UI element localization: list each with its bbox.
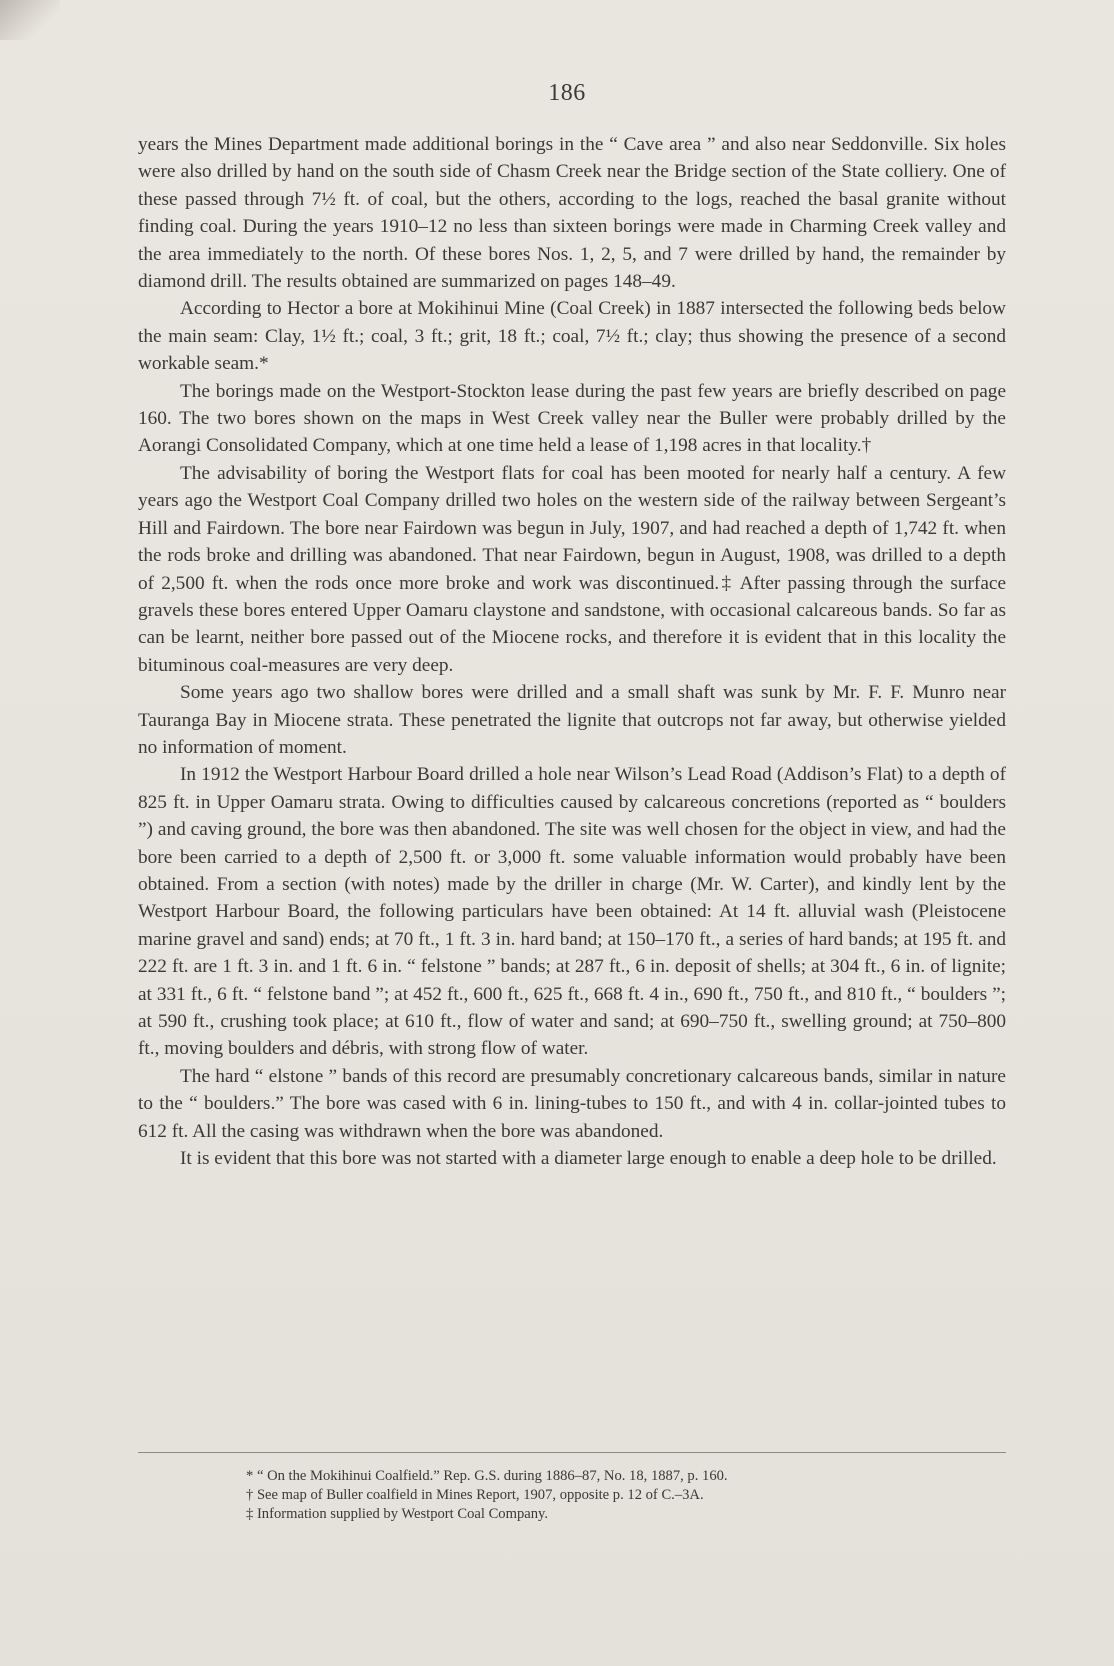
footnote-divider [138,1452,1006,1453]
body-text [138,131,1006,1172]
footnote: ‡ Information supplied by Westport Coal Company. [246,1506,549,1522]
paragraph: In 1912 the Westport Harbour Board drilled a hole near Wilson’s Lead Road (Addison’s Flat) to a depth of 825 ft. in Upper Oamaru strata. Owing to difficulties caused by calcareous concretions (reported as “ boulders ”) and caving ground, the bore was then abandoned. The site was well chosen for the object in view, and had the bore been carried to a depth of 2,500 ft. or 3,000 ft. some valuable information would probably have been obtained. From a section (with notes) made by the driller in charge (Mr. W. Carter), and kindly lent by the Westport Harbour Board, the following particulars have been obtained: At 14 ft. alluvial wash (Pleistocene marine gravel and sand) ends; at 70 ft., 1 ft. 3 in. hard band; at 150–170 ft., a series of hard bands; at 195 ft. and 222 ft. are 1 ft. 3 in. and 1 ft. 6 in. “ felstone ” bands; at 287 ft., 6 in. deposit of shells; at 304 ft., 6 in. of lignite; at 331 ft., 6 ft. “ felstone band ”; at 452 ft., 600 ft., 625 ft., 668 ft. 4 in., 690 ft., 750 ft., and 810 ft., “ boulders ”; at 590 ft., crushing took place; at 610 ft., flow of water and sand; at 690–750 ft., swelling ground; at 750–800 ft., moving boulders and débris, with strong flow of water. [138,764,1006,1060]
footnotes [246,1467,946,1524]
paragraph: The hard “ elstone ” bands of this record are presumably concretionary calcareous bands, similar in nature to the “ boulders.” The bore was cased with 6 in. lining-tubes to 150 ft., and with 4 in. collar-jointed tubes to 612 ft. All the casing was withdrawn when the bore was abandoned. [138,1065,1006,1142]
page-number: 186 [548,80,586,106]
page-corner-shadow [0,0,60,40]
paragraph: According to Hector a bore at Mokihinui Mine (Coal Creek) in 1887 intersected the following beds below the main seam: Clay, 1½ ft.; coal, 3 ft.; grit, 18 ft.; coal, 7½ ft.; clay; thus showing the presence of a second workable seam.* [138,298,1006,375]
paragraph: Some years ago two shallow bores were drilled and a small shaft was sunk by Mr. F. F. Munro near Tauranga Bay in Miocene strata. These penetrated the lignite that outcrops not far away, but otherwise yielded no information of moment. [138,682,1006,758]
paragraph: The borings made on the Westport-Stockton lease during the past few years are briefly described on page 160. The two bores shown on the maps in West Creek valley near the Buller were probably drilled by the Aorangi Consolidated Company, which at one time held a lease of 1,198 acres in that locality.† [138,380,1006,457]
footnote: † See map of Buller coalfield in Mines Report, 1907, opposite p. 12 of C.–3A. [246,1487,704,1503]
paragraph: The advisability of boring the Westport flats for coal has been mooted for nearly half a century. A few years ago the Westport Coal Company drilled two holes on the western side of the railway between Sergeant’s Hill and Fairdown. The bore near Fairdown was begun in July, 1907, and had reached a depth of 1,742 ft. when the rods broke and drilling was abandoned. That near Fairdown, begun in August, 1908, was drilled to a depth of 2,500 ft. when the rods once more broke and work was discontinued.‡ After passing through the surface gravels these bores entered Upper Oamaru claystone and sandstone, with occasional calcareous bands. So far as can be learnt, neither bore passed out of the Miocene rocks, and therefore it is evident that in this locality the bituminous coal-measures are very deep. [138,462,1006,676]
paragraph: It is evident that this bore was not started with a diameter large enough to enable a deep hole to be drilled. [180,1148,997,1170]
footnote: * “ On the Mokihinui Coalfield.” Rep. G.S. during 1886–87, No. 18, 1887, p. 160. [246,1468,728,1484]
paragraph: years the Mines Department made additional borings in the “ Cave area ” and also near Seddonville. Six holes were also drilled by hand on the south side of Chasm Creek near the Bridge section of the State colliery. One of these passed through 7½ ft. of coal, but the others, according to the logs, reached the basal granite without finding coal. During the years 1910–12 no less than sixteen borings were made in Charming Creek valley and the area immediately to the north. Of these bores Nos. 1, 2, 5, and 7 were drilled by hand, the remainder by diamond drill. The results obtained are summarized on pages 148–49. [138,134,1006,293]
